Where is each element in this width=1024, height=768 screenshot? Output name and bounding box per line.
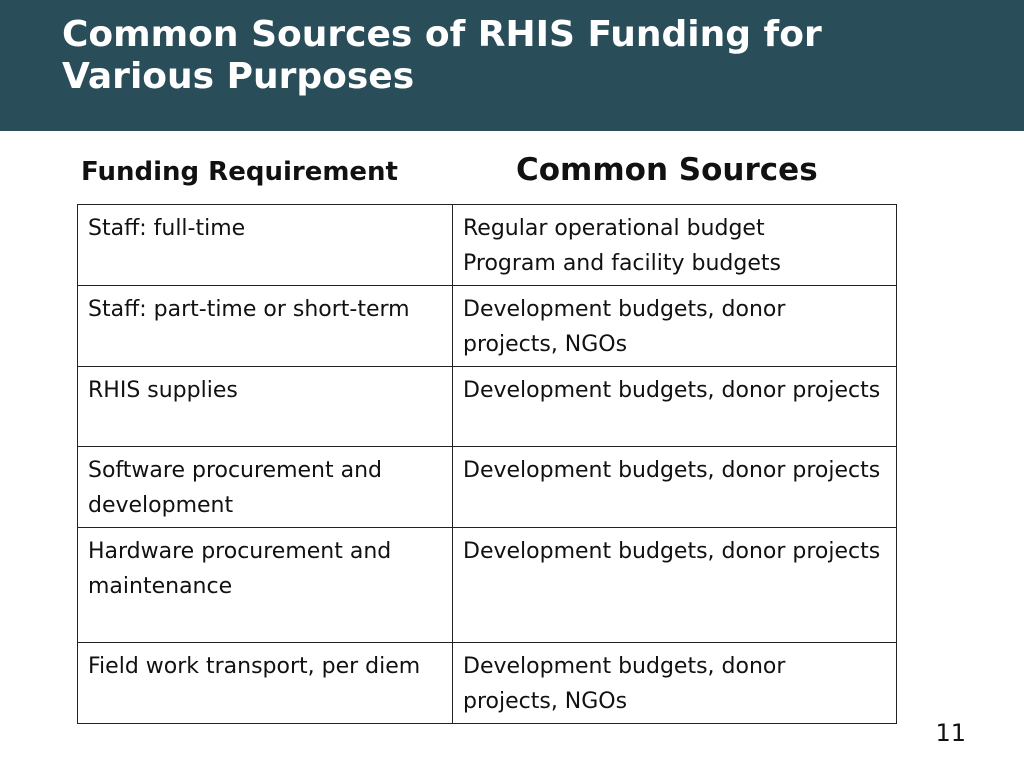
requirement-cell: Staff: full-time bbox=[78, 205, 453, 286]
source-cell: Development budgets, donor projects bbox=[453, 528, 897, 643]
source-cell: Development budgets, donor projects, NGOs bbox=[453, 643, 897, 724]
source-cell: Development budgets, donor projects bbox=[453, 447, 897, 528]
table-row bbox=[78, 367, 897, 447]
table-row bbox=[78, 528, 897, 643]
column-header-funding-requirement: Funding Requirement bbox=[81, 157, 398, 187]
table-row bbox=[78, 643, 897, 724]
requirement-cell: Staff: part-time or short-term bbox=[78, 286, 453, 367]
requirement-cell: Hardware procurement and maintenance bbox=[78, 528, 453, 643]
requirement-cell: RHIS supplies bbox=[78, 367, 453, 447]
table-row bbox=[78, 286, 897, 367]
funding-table bbox=[77, 204, 897, 724]
slide-title: Common Sources of RHIS Funding for Various Purposes bbox=[62, 14, 822, 97]
requirement-cell: Software procurement and development bbox=[78, 447, 453, 528]
requirement-cell: Field work transport, per diem bbox=[78, 643, 453, 724]
source-cell bbox=[453, 205, 897, 286]
source-cell: Development budgets, donor projects, NGOs bbox=[453, 286, 897, 367]
page-number: 11 bbox=[935, 719, 966, 747]
title-bar bbox=[0, 0, 1024, 131]
source-line: Regular operational budget bbox=[463, 216, 765, 241]
source-cell: Development budgets, donor projects bbox=[453, 367, 897, 447]
table-row bbox=[78, 447, 897, 528]
column-header-common-sources: Common Sources bbox=[516, 152, 818, 188]
table-row bbox=[78, 205, 897, 286]
source-line: Program and facility budgets bbox=[463, 251, 781, 276]
